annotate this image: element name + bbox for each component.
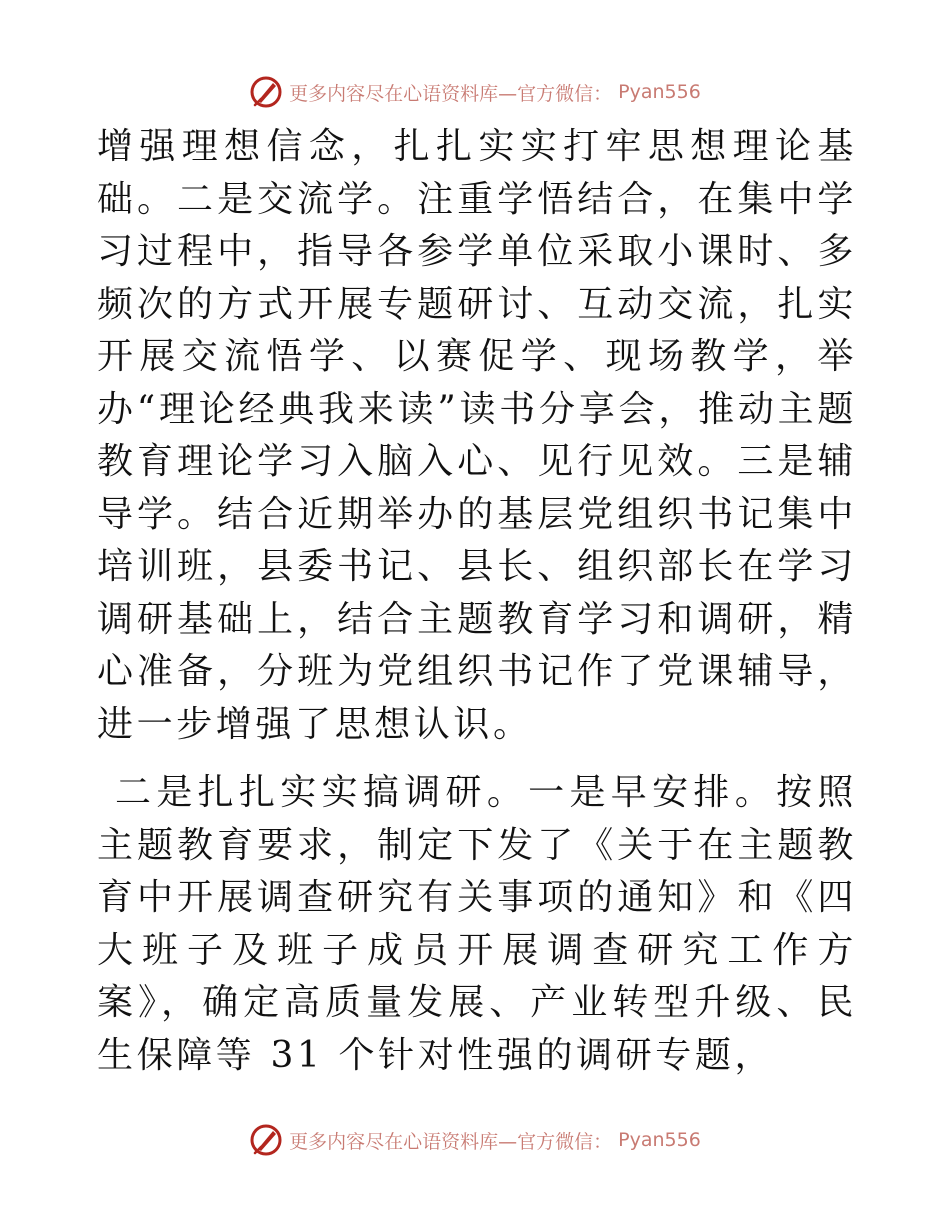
watermark-text: 更多内容尽在心语资料库—官方微信： bbox=[289, 1130, 613, 1153]
footer-watermark bbox=[0, 1120, 950, 1160]
paragraph-1: 增强理想信念，扎扎实实打牢思想理论基础。二是交流学。注重学悟结合，在集中学习过程中，指导各参学单位采取小课时、多频次的方式开展专题研讨、互动交流，扎实开展交流悟学、以赛促学、现场教学，举办“理论经典我来读”读书分享会，推动主题教育理论学习入脑入心、见行见效。三是辅导学。结合近期举办的基层党组织书记集中培训班，县委书记、县长、组织部长在学习调研基础上，结合主题教育学习和调研，精心准备，分班为党组织书记作了党课辅导，进一步增强了思想认识。 bbox=[97, 126, 857, 745]
wechat-id: Pyan556 bbox=[618, 81, 701, 103]
document-body bbox=[97, 121, 857, 1082]
header-watermark bbox=[0, 72, 950, 112]
wechat-id: Pyan556 bbox=[618, 1129, 701, 1151]
watermark-text: 更多内容尽在心语资料库—官方微信： bbox=[289, 82, 613, 105]
quill-pen-logo-icon bbox=[249, 75, 283, 109]
paragraph-2: 二是扎扎实实搞调研。一是早安排。按照主题教育要求，制定下发了《关于在主题教育中开展调查研究有关事项的通知》和《四大班子及班子成员开展调查研究工作方案》，确定高质量发展、产业转型升级、民生保障等 31 个针对性强的调研专题， bbox=[97, 772, 857, 1076]
quill-pen-logo-icon bbox=[249, 1123, 283, 1157]
